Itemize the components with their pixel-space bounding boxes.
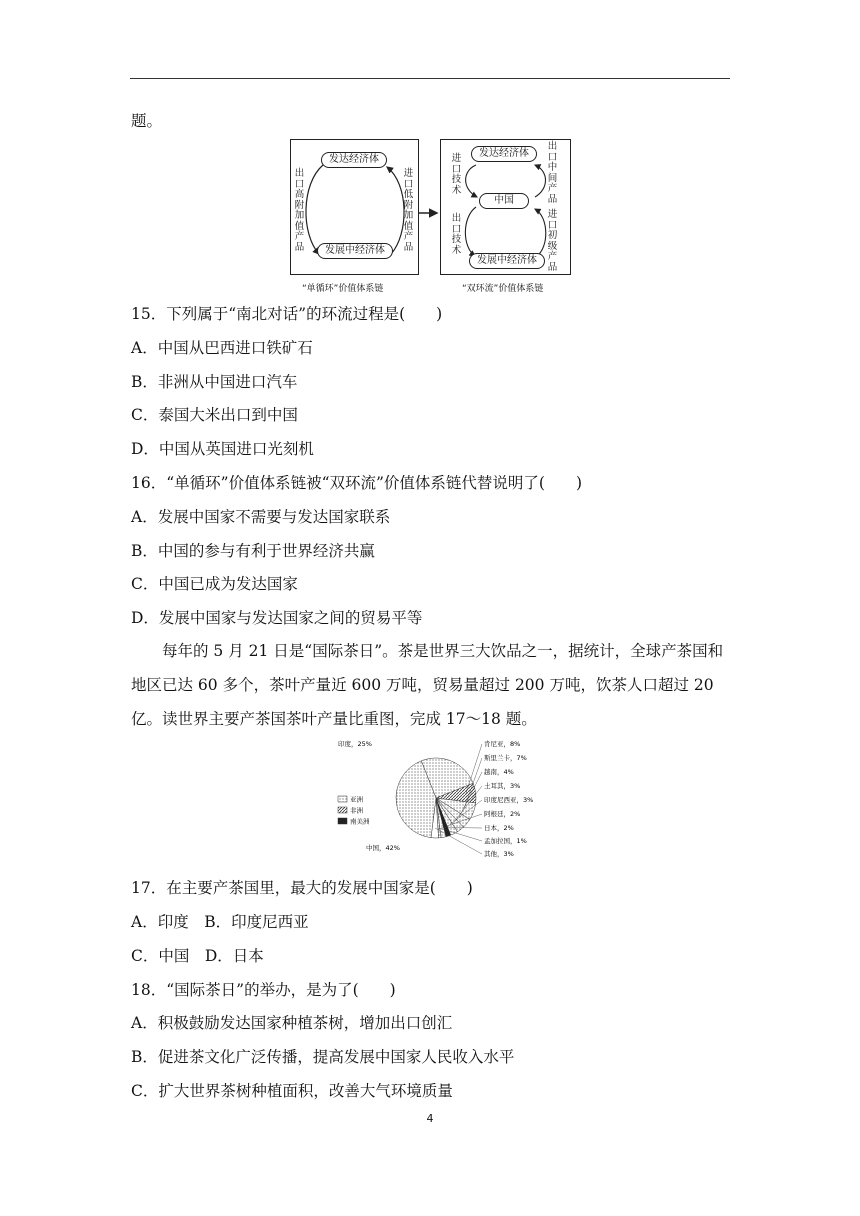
q15-stem: 15．下列属于“南北对话”的环流过程是( ) <box>131 305 443 323</box>
pie-label: 肯尼亚，8% <box>484 740 521 748</box>
q16-stem: 16．“单循环”价值体系链被“双环流”价值体系链代替说明了( ) <box>131 474 583 492</box>
legend-swatch-asia <box>338 796 347 802</box>
developed-economy-node-2: 发达经济体 <box>471 146 537 162</box>
pie-label: 越南，4% <box>484 768 514 776</box>
q16-option-c: C．中国已成为发达国家 <box>131 575 298 593</box>
q16-option-b: B．中国的参与有利于世界经济共赢 <box>131 542 375 560</box>
page-number: 4 <box>426 1112 434 1125</box>
q18-stem: 18．“国际茶日”的举办，是为了( ) <box>131 981 396 999</box>
q16-option-d: D．发展中国家与发达国家之间的贸易平等 <box>131 609 423 627</box>
q18-option-b: B．促进茶文化广泛传播，提高发展中国家人民收入水平 <box>131 1048 515 1066</box>
legend-swatch-africa <box>338 807 347 813</box>
header-rule <box>130 78 730 79</box>
q17-options-cd: C．中国 D．日本 <box>131 947 264 965</box>
intro-tail: 题。 <box>131 112 163 130</box>
double-loop-caption: “双环流”价值体系链 <box>462 284 544 294</box>
tea-passage <box>131 634 731 736</box>
pie-label: 印度，25% <box>338 740 372 748</box>
export-tech-label: 出口技术 <box>451 213 462 256</box>
import-low-value-label: 进口低附加值产品 <box>403 168 414 253</box>
import-primary-label: 进口初级产品 <box>547 209 558 273</box>
export-high-value-label: 出口高附加值产品 <box>294 168 305 253</box>
developing-economy-node-2: 发展中经济体 <box>469 253 545 269</box>
pie-label: 中国，42% <box>366 844 400 852</box>
china-node: 中国 <box>479 193 529 209</box>
pie-leader-line <box>435 828 482 854</box>
legend-asia: 亚洲 <box>350 795 363 804</box>
export-intermediate-label: 出口中间产品 <box>547 141 558 205</box>
single-loop-panel <box>290 139 419 275</box>
q17-stem: 17．在主要产茶国里，最大的发展中国家是( ) <box>131 879 473 897</box>
pie-label: 土耳其，3% <box>484 782 521 790</box>
legend-south-america: 南美洲 <box>350 817 370 826</box>
pie-label: 斯里兰卡，7% <box>484 754 527 762</box>
developing-economy-node: 发展中经济体 <box>317 243 393 259</box>
import-tech-label: 进口技术 <box>451 153 462 196</box>
q18-option-c: C．扩大世界茶树种植面积，改善大气环境质量 <box>131 1082 453 1100</box>
legend-africa: 非洲 <box>350 806 363 815</box>
pie-label: 孟加拉国，1% <box>484 837 527 845</box>
q16-option-a: A．发展中国家不需要与发达国家联系 <box>131 508 391 526</box>
single-loop-caption: “单循环”价值体系链 <box>302 284 384 294</box>
pie-slices <box>396 758 476 838</box>
q15-option-d: D．中国从英国进口光刻机 <box>131 440 314 458</box>
pie-label: 日本，2% <box>484 824 514 832</box>
value-chain-diagram <box>287 139 572 297</box>
pie-label: 其他，3% <box>484 850 514 858</box>
pie-legend <box>338 795 370 826</box>
pie-label: 阿根廷，2% <box>484 810 521 818</box>
q15-option-c: C．泰国大米出口到中国 <box>131 406 298 424</box>
q18-option-a: A．积极鼓励发达国家种植茶树，增加出口创汇 <box>131 1014 453 1032</box>
pie-label: 印度尼西亚，3% <box>484 796 534 804</box>
tea-passage-text: 每年的 5 月 21 日是“国际茶日”。茶是世界三大饮品之一，据统计，全球产茶国和地区已达 60 多个，茶叶产量近 600 万吨，贸易量超过 200 万吨，饮茶人口超过 20 亿。读世界主要产茶国茶叶产量比重图，完成 17～18 题。 <box>131 642 724 728</box>
double-loop-panel <box>440 139 571 275</box>
tea-production-pie-chart <box>336 738 536 863</box>
developed-economy-node: 发达经济体 <box>321 152 387 168</box>
q15-option-a: A．中国从巴西进口铁矿石 <box>131 339 313 357</box>
q17-options-ab: A．印度 B．印度尼西亚 <box>131 913 309 931</box>
q15-option-b: B．非洲从中国进口汽车 <box>131 373 298 391</box>
legend-swatch-south-america <box>338 818 347 824</box>
